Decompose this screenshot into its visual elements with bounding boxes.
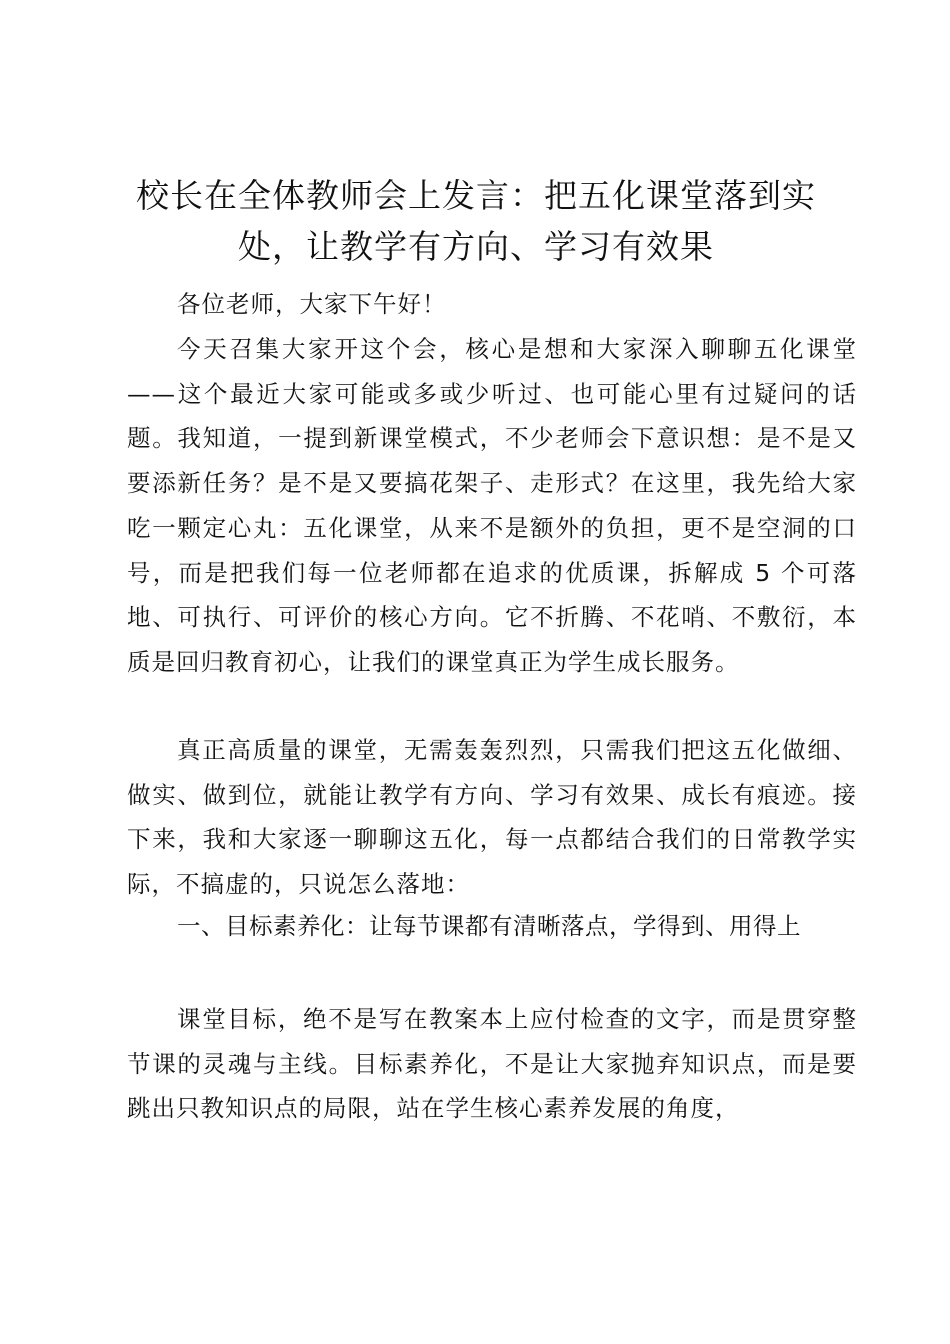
quality-paragraph: 真正高质量的课堂，无需轰轰烈烈，只需我们把这五化做细、做实、做到位，就能让教学有方向、学习有效果、成长有痕迹。接下来，我和大家逐一聊聊这五化，每一点都结合我们的日常教学实际，不搞虚的，只说怎么落地： xyxy=(127,736,857,899)
goal-paragraph: 课堂目标，绝不是写在教案本上应付检查的文字，而是贯穿整节课的灵魂与主线。目标素养化，不是让大家抛弃知识点，而是要跳出只教知识点的局限，站在学生核心素养发展的角度， xyxy=(127,1005,857,1123)
section-heading-1: 一、目标素养化：让每节课都有清晰落点，学得到、用得上 xyxy=(177,912,801,940)
intro-paragraph: 今天召集大家开这个会，核心是想和大家深入聊聊五化课堂——这个最近大家可能或多或少听过、也可能心里有过疑问的话题。我知道，一提到新课堂模式，不少老师会下意识想：是不是又要添新任务？是不是又要搞花架子、走形式？在这里，我先给大家吃一颗定心丸：五化课堂，从来不是额外的负担，更不是空洞的口号，而是把我们每一位老师都在追求的优质课，拆解成 5 个可落地、可执行、可评价的核心方向。它不折腾、不花哨、不敷衍，本质是回归教育初心，让我们的课堂真正为学生成长服务。 xyxy=(127,335,857,676)
greeting-paragraph: 各位老师，大家下午好！ xyxy=(177,290,447,318)
document-title: 校长在全体教师会上发言：把五化课堂落到实处，让教学有方向、学习有效果 xyxy=(136,176,816,266)
